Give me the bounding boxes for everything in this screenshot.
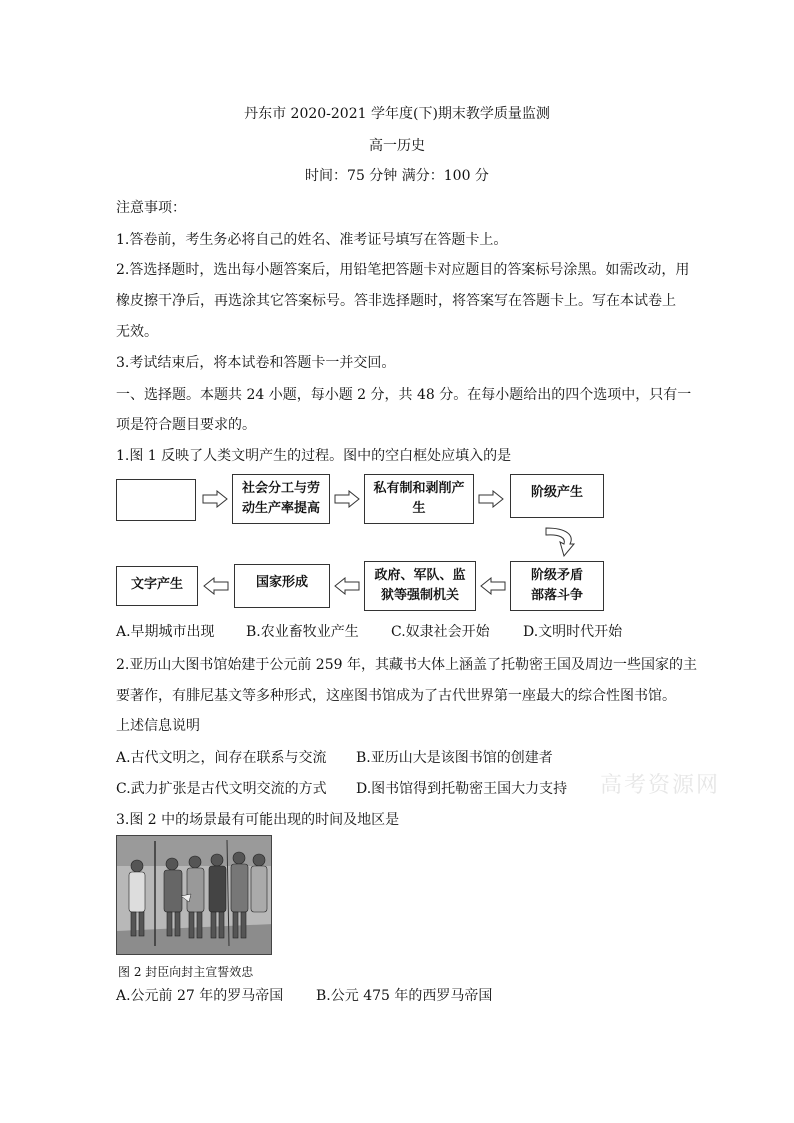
section-1-instructions-line-1: 一、选择题。本题共 24 小题，每小题 2 分，共 48 分。在每小题给出的四个选项中，只有一 [116,387,692,403]
flow-box-private-ownership: 私有制和剥削产 生 [364,474,474,524]
flow-box-class-conflict: 阶级矛盾 部落斗争 [510,561,604,611]
right-arrow-icon [334,490,360,508]
exam-time-score: 时间：75 分钟 满分：100 分 [305,168,489,184]
flow-box-writing-emerges: 文字产生 [116,566,198,606]
left-arrow-icon [203,577,229,595]
exam-subject: 高一历史 [369,138,425,154]
q2-option-b: B.亚历山大是该图书馆的创建者 [356,750,553,766]
question-3-stem: 3.图 2 中的场景最有可能出现的时间及地区是 [116,812,400,828]
q1-option-c: C.奴隶社会开始 [391,624,490,640]
homage-illustration [116,835,272,955]
q1-option-a: A.早期城市出现 [116,624,215,640]
q2-option-a: A.古代文明之，间存在联系与交流 [116,750,327,766]
q1-option-d: D.文明时代开始 [523,624,623,640]
question-2-line-1: 2.亚历山大图书馆始建于公元前 259 年，其藏书大体上涵盖了托勒密王国及周边一些国家的主 [116,657,697,673]
note-item-2-line-1: 2.答选择题时，选出每小题答案后，用铅笔把答题卡对应题目的答案标号涂黑。如需改动，用 [116,262,690,278]
note-item-1: 1.答卷前，考生务必将自己的姓名、准考证号填写在答题卡上。 [116,232,508,248]
note-item-2-line-2: 橡皮擦干净后，再选涂其它答案标号。答非选择题时，将答案写在答题卡上。写在本试卷上 [116,293,676,309]
notes-heading: 注意事项： [116,200,186,216]
right-arrow-icon [202,490,228,508]
left-arrow-icon [480,577,506,595]
flow-box-state-apparatus: 政府、军队、监 狱等强制机关 [364,561,476,611]
note-item-3: 3.考试结束后，将本试卷和答题卡一并交回。 [116,355,396,371]
flow-box-blank [116,479,196,521]
question-1-stem: 1.图 1 反映了人类文明产生的过程。图中的空白框处应填入的是 [116,448,512,464]
q2-option-d: D.图书馆得到托勒密王国大力支持 [356,781,568,797]
flow-box-classes-emerge: 阶级产生 [510,474,604,518]
left-arrow-icon [334,577,360,595]
q3-option-b: B.公元 475 年的西罗马帝国 [316,988,493,1004]
question-2-line-2: 要著作，有腓尼基文等多种形式，这座图书馆成为了古代世界第一座最大的综合性图书馆。 [116,688,676,704]
question-2-line-3: 上述信息说明 [116,718,200,734]
exam-title: 丹东市 2020-2021 学年度(下)期末教学质量监测 [244,106,550,122]
flow-box-state-formation: 国家形成 [234,564,330,608]
q1-option-b: B.农业畜牧业产生 [246,624,359,640]
flow-box-division-of-labor: 社会分工与劳 动生产率提高 [232,474,330,524]
curved-down-arrow-icon [540,522,580,560]
q3-option-a: A.公元前 27 年的罗马帝国 [116,988,284,1004]
right-arrow-icon [478,490,504,508]
note-item-2-line-3: 无效。 [116,324,158,340]
q2-option-c: C.武力扩张是古代文明交流的方式 [116,781,327,797]
section-1-instructions-line-2: 项是符合题目要求的。 [116,417,256,433]
watermark: 高考资源网 [600,773,721,798]
figure-2-caption: 图 2 封臣向封主宣誓效忠 [118,965,254,979]
